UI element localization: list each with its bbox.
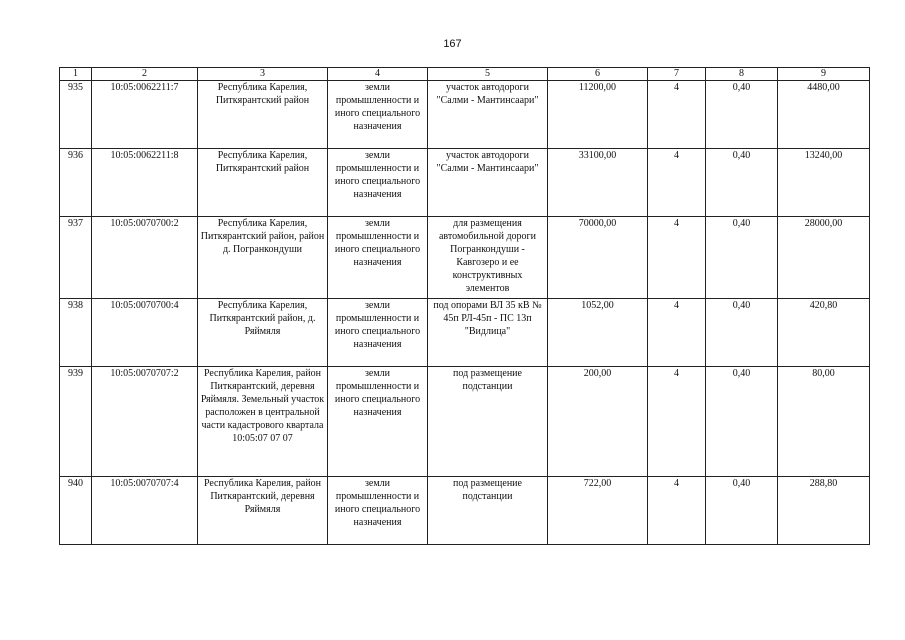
cell-col7: 4 xyxy=(648,217,706,299)
cell-cadastral-number: 10:05:0070700:2 xyxy=(92,217,198,299)
cell-col9: 80,00 xyxy=(778,367,870,477)
header-col-4: 4 xyxy=(328,68,428,81)
cell-purpose: под размещение подстанции xyxy=(428,367,548,477)
header-row xyxy=(60,68,870,81)
cell-col8: 0,40 xyxy=(706,477,778,545)
cell-land-category: земли промышленности и иного специального назначения xyxy=(328,299,428,367)
table-body xyxy=(60,81,870,545)
cell-col9: 13240,00 xyxy=(778,149,870,217)
cell-land-category: земли промышленности и иного специального назначения xyxy=(328,477,428,545)
cell-col7: 4 xyxy=(648,299,706,367)
cell-area: 200,00 xyxy=(548,367,648,477)
table-row xyxy=(60,81,870,149)
cell-location: Республика Карелия, Питкярантский район xyxy=(198,81,328,149)
header-col-1: 1 xyxy=(60,68,92,81)
cell-location: Республика Карелия, Питкярантский район, д. Ряймяля xyxy=(198,299,328,367)
table-row xyxy=(60,477,870,545)
table-row xyxy=(60,299,870,367)
cell-cadastral-number: 10:05:0062211:7 xyxy=(92,81,198,149)
cell-purpose: под размещение подстанции xyxy=(428,477,548,545)
cell-land-category: земли промышленности и иного специального назначения xyxy=(328,217,428,299)
cell-cadastral-number: 10:05:0070700:4 xyxy=(92,299,198,367)
cell-cadastral-number: 10:05:0062211:8 xyxy=(92,149,198,217)
cell-purpose: под опорами ВЛ 35 кВ № 45п РЛ-45п - ПС 13п "Видлица" xyxy=(428,299,548,367)
header-col-5: 5 xyxy=(428,68,548,81)
header-col-6: 6 xyxy=(548,68,648,81)
cell-col9: 28000,00 xyxy=(778,217,870,299)
cell-land-category: земли промышленности и иного специального назначения xyxy=(328,367,428,477)
cell-col8: 0,40 xyxy=(706,217,778,299)
cell-col9: 4480,00 xyxy=(778,81,870,149)
cell-location: Республика Карелия, Питкярантский район, район д. Погранкондуши xyxy=(198,217,328,299)
cell-col8: 0,40 xyxy=(706,81,778,149)
cell-area: 70000,00 xyxy=(548,217,648,299)
header-col-8: 8 xyxy=(706,68,778,81)
cell-location: Республика Карелия, район Питкярантский, деревня Ряймяля xyxy=(198,477,328,545)
cell-number: 936 xyxy=(60,149,92,217)
table-row xyxy=(60,149,870,217)
cell-cadastral-number: 10:05:0070707:2 xyxy=(92,367,198,477)
cell-col8: 0,40 xyxy=(706,367,778,477)
cell-land-category: земли промышленности и иного специального назначения xyxy=(328,149,428,217)
land-plots-table xyxy=(59,67,870,545)
cell-number: 940 xyxy=(60,477,92,545)
table-row xyxy=(60,217,870,299)
header-col-2: 2 xyxy=(92,68,198,81)
cell-col8: 0,40 xyxy=(706,149,778,217)
table-header xyxy=(60,68,870,81)
cell-purpose: участок автодороги "Салми - Мантинсаари" xyxy=(428,149,548,217)
cell-col7: 4 xyxy=(648,477,706,545)
page-number: 167 xyxy=(443,38,462,50)
header-col-9: 9 xyxy=(778,68,870,81)
cell-area: 722,00 xyxy=(548,477,648,545)
cell-col7: 4 xyxy=(648,81,706,149)
cell-location: Республика Карелия, Питкярантский район xyxy=(198,149,328,217)
cell-col7: 4 xyxy=(648,149,706,217)
cell-area: 33100,00 xyxy=(548,149,648,217)
cell-col8: 0,40 xyxy=(706,299,778,367)
cell-col9: 288,80 xyxy=(778,477,870,545)
table-row xyxy=(60,367,870,477)
cell-number: 938 xyxy=(60,299,92,367)
cell-location: Республика Карелия, район Питкярантский, деревня Ряймяля. Земельный участок расположен в центральной части кадастрового квартала 10:05:07 07 07 xyxy=(198,367,328,477)
cell-purpose: для размещения автомобильной дороги Погранкондуши - Кавгозеро и ее конструктивных элементов xyxy=(428,217,548,299)
cell-number: 935 xyxy=(60,81,92,149)
cell-land-category: земли промышленности и иного специального назначения xyxy=(328,81,428,149)
cell-number: 937 xyxy=(60,217,92,299)
cell-cadastral-number: 10:05:0070707:4 xyxy=(92,477,198,545)
header-col-3: 3 xyxy=(198,68,328,81)
cell-number: 939 xyxy=(60,367,92,477)
cell-purpose: участок автодороги "Салми - Мантинсаари" xyxy=(428,81,548,149)
header-col-7: 7 xyxy=(648,68,706,81)
cell-area: 1052,00 xyxy=(548,299,648,367)
cell-col7: 4 xyxy=(648,367,706,477)
cell-area: 11200,00 xyxy=(548,81,648,149)
cell-col9: 420,80 xyxy=(778,299,870,367)
